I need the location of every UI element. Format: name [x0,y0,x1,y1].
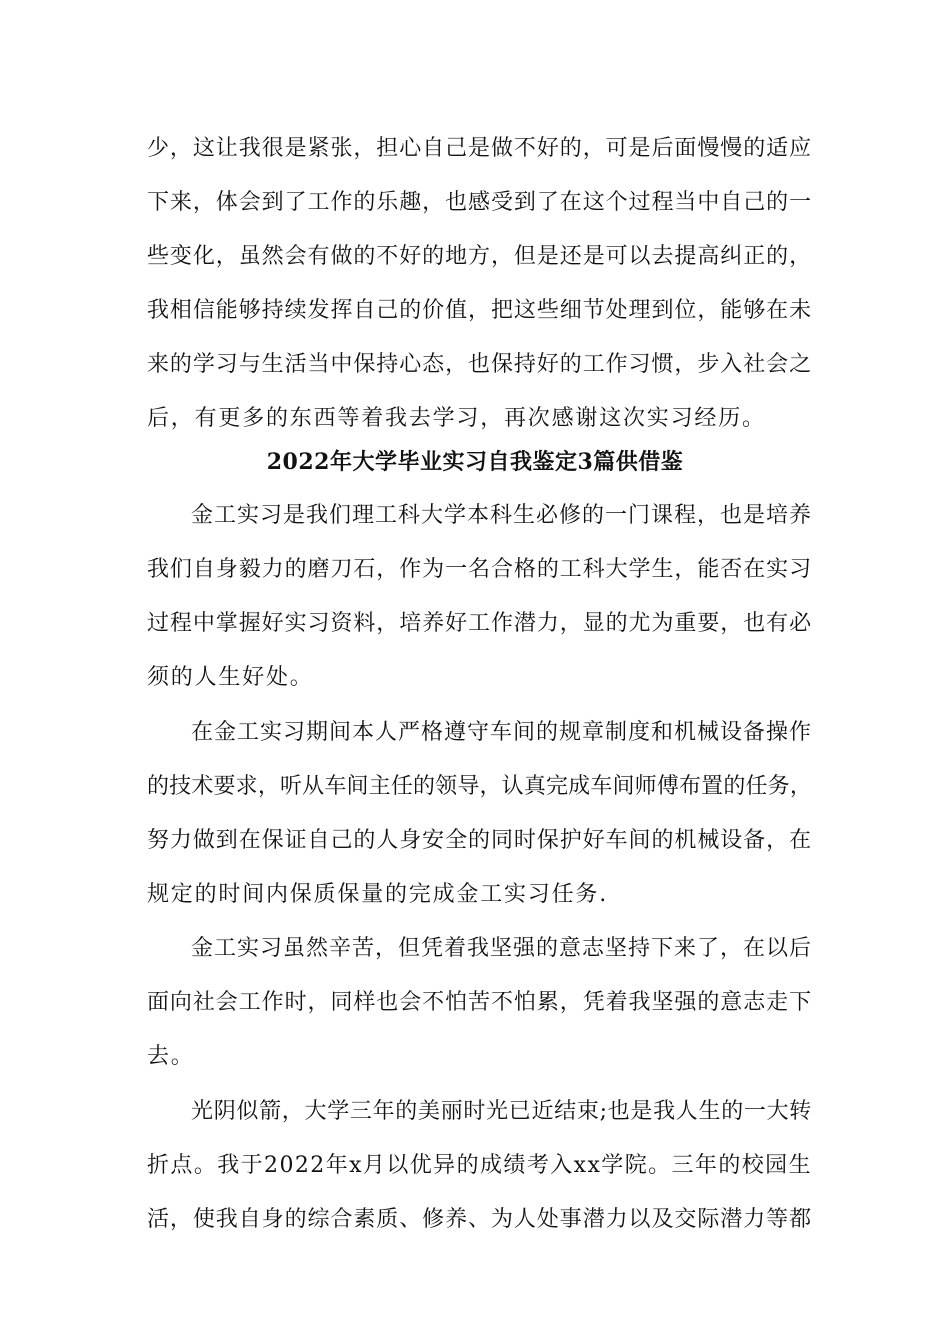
paragraph-line: 须的人生好处。 [147,665,314,690]
paragraph-line: 来的学习与生活当中保持心态，也保持好的工作习惯，步入社会之 [147,352,812,377]
document-heading: 2022年大学毕业实习自我鉴定3篇供借鉴 [266,449,684,475]
paragraph-line: 光阴似箭，大学三年的美丽时光已近结束;也是我人生的一大转 [191,1099,812,1124]
paragraph-line: 在金工实习期间本人严格遵守车间的规章制度和机械设备操作 [191,720,812,745]
paragraph-line: 活，使我自身的综合素质、修养、为人处事潜力以及交际潜力等都 [147,1207,812,1232]
paragraph-line: 我相信能够持续发挥自己的价值，把这些细节处理到位，能够在未 [147,298,812,323]
paragraph-line: 些变化，虽然会有做的不好的地方，但是还是可以去提高纠正的， [147,244,812,269]
paragraph-line: 的技术要求，听从车间主任的领导，认真完成车间师傅布置的任务， [147,774,812,799]
paragraph-line: 折点。我于2022年x月以优异的成绩考入xx学院。三年的校园生 [147,1153,812,1178]
paragraph-line: 金工实习虽然辛苦，但凭着我坚强的意志坚持下来了，在以后 [191,936,812,961]
paragraph-line: 下来，体会到了工作的乐趣，也感受到了在这个过程当中自己的一 [147,190,812,215]
paragraph-line: 少，这让我很是紧张，担心自己是做不好的，可是后面慢慢的适应 [147,136,812,161]
paragraph-line: 我们自身毅力的磨刀石，作为一名合格的工科大学生，能否在实习 [147,557,812,582]
paragraph-line: 规定的时间内保质保量的完成金工实习任务. [147,882,608,907]
paragraph-line: 努力做到在保证自己的人身安全的同时保护好车间的机械设备，在 [147,828,812,853]
paragraph-line: 金工实习是我们理工科大学本科生必修的一门课程，也是培养 [191,503,812,528]
paragraph-line: 去。 [147,1044,195,1069]
paragraph-line: 后，有更多的东西等着我去学习，再次感谢这次实习经历。 [147,406,766,431]
paragraph-line: 面向社会工作时，同样也会不怕苦不怕累，凭着我坚强的意志走下 [147,990,812,1015]
paragraph-line: 过程中掌握好实习资料，培养好工作潜力，显的尤为重要，也有必 [147,611,812,636]
